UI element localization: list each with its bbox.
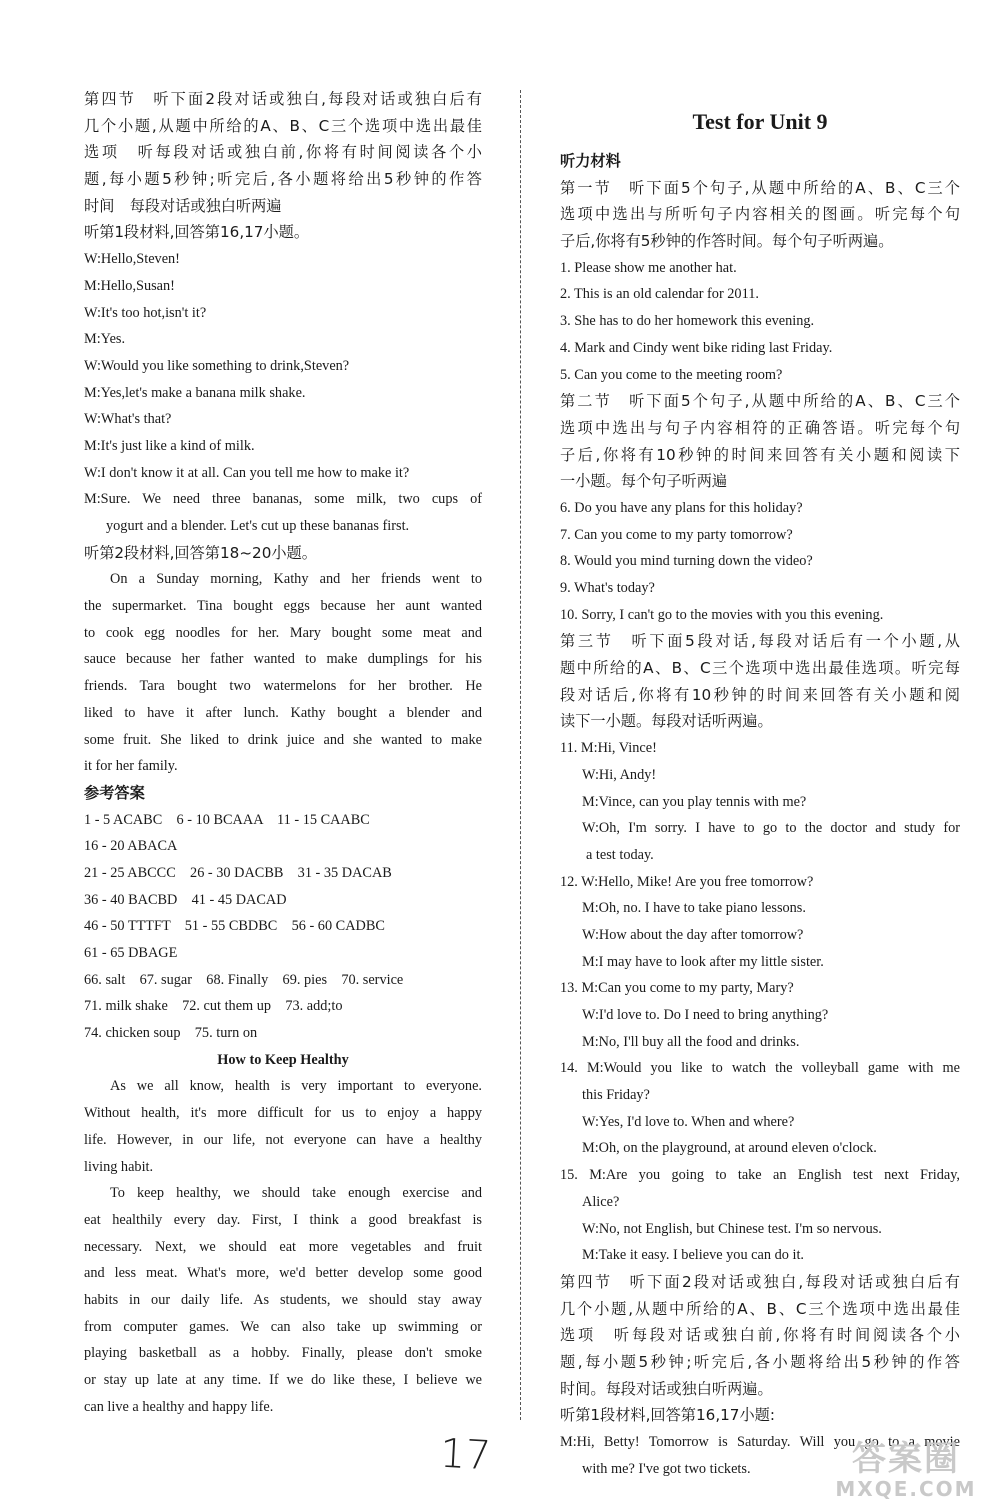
left-text-line: 第四节 听下面2段对话或独白,每段对话或独白后有 — [84, 90, 482, 108]
right-text-line: 读下一小题。每段对话听两遍。 — [560, 712, 773, 731]
right-text-line: 15. M:Are you going to take an English test next Friday, — [560, 1167, 960, 1184]
left-text-line: 几个小题,从题中所给的A、B、C三个选项中选出最佳 — [84, 116, 482, 135]
right-text-line: 子后,你将有5秒钟的作答时间。每个句子听两遍。 — [560, 232, 894, 251]
left-column — [84, 86, 482, 1420]
left-text-line: 36 - 40 BACBD 41 - 45 DACAD — [84, 891, 287, 908]
right-text-line: M:Oh, no. I have to take piano lessons. — [582, 900, 806, 917]
left-text-line: 听第2段材料,回答第18~20小题。 — [84, 543, 317, 562]
right-text-line: 3. She has to do her homework this evening. — [560, 313, 815, 330]
right-text-line: W:Yes, I'd love to. When and where? — [582, 1113, 795, 1130]
left-text-line: 参考答案 — [84, 783, 145, 802]
right-text-line: 第三节 听下面5段对话,每段对话后有一个小题,从 — [560, 632, 960, 651]
page-number: 17 — [438, 1430, 493, 1480]
left-text-line: habits in our daily life. As students, we should stay away — [84, 1291, 482, 1308]
left-text-line: liked to have it after lunch. Kathy bought a blender and — [84, 704, 482, 721]
right-text-line: 5. Can you come to the meeting room? — [560, 366, 783, 383]
left-text-line: 66. salt 67. sugar 68. Finally 69. pies 70. service — [84, 971, 404, 988]
watermark-text: 答案圈 — [852, 1439, 960, 1479]
right-text-line: 第二节 听下面5个句子,从题中所给的A、B、C三个 — [560, 392, 960, 411]
right-text-line: 第四节 听下面2段对话或独白,每段对话或独白后有 — [560, 1272, 960, 1291]
right-text-line: 12. W:Hello, Mike! Are you free tomorrow? — [560, 873, 814, 890]
left-text-line: sauce because her father wanted to make dumplings for his — [84, 651, 482, 668]
right-text-line: 4. Mark and Cindy went bike riding last Friday. — [560, 339, 833, 356]
right-text-line: M:Take it easy. I believe you can do it. — [582, 1247, 804, 1264]
right-text-line: 10. Sorry, I can't go to the movies with you this evening. — [560, 606, 884, 623]
right-text-line: Alice? — [582, 1193, 620, 1210]
right-column — [560, 86, 960, 1482]
right-text-line: W:No, not English, but Chinese test. I'm so nervous. — [582, 1220, 882, 1237]
right-text-line: W:Hi, Andy! — [582, 766, 657, 783]
left-text-line: friends. Tara bought two watermelons for her brother. He — [84, 678, 482, 695]
left-text-line: W:Hello,Steven! — [84, 251, 180, 268]
right-text-line: with me? I've got two tickets. — [582, 1460, 751, 1477]
right-text-line: 1. Please show me another hat. — [560, 259, 737, 276]
left-text-line: from computer games. We can also take up swimming or — [84, 1318, 482, 1335]
right-text-line: M:No, I'll buy all the food and drinks. — [582, 1033, 800, 1050]
right-text-line: this Friday? — [582, 1087, 650, 1104]
left-text-line: or stay up late at any time. If we do like these, I believe we — [84, 1372, 482, 1388]
right-text-line: W:I'd love to. Do I need to bring anything? — [582, 1007, 829, 1023]
left-text-line: eat healthily every day. First, I think a good breakfast is — [84, 1211, 482, 1228]
left-text-line: 16 - 20 ABACA — [84, 838, 178, 855]
left-text-line: 1 - 5 ACABC 6 - 10 BCAAA 11 - 15 CAABC — [84, 811, 370, 828]
left-text-line: necessary. Next, we should eat more vegetables and fruit — [84, 1238, 482, 1255]
right-text-line: 选项 听每段对话或独白前,你将有时间阅读各个小 — [560, 1326, 960, 1345]
right-text-line: 段对话后,你将有10秒钟的时间来回答有关小题和阅 — [560, 685, 960, 704]
left-text-line: 46 - 50 TTTFT 51 - 55 CBDBC 56 - 60 CADBC — [84, 918, 385, 935]
left-text-line: playing basketball as a hobby. Finally, please don't smoke — [84, 1345, 482, 1362]
left-text-line: M:Sure. We need three bananas, some milk, two cups of — [84, 491, 482, 508]
right-text-line: 题,每小题5秒钟;听完后,各小题将给出5秒钟的作答 — [560, 1352, 960, 1371]
right-text-line: a test today. — [586, 846, 654, 863]
left-text-line: 61 - 65 DBAGE — [84, 945, 178, 961]
right-text-line: 选项中选出与所听句子内容相关的图画。听完每个句 — [560, 205, 960, 224]
right-text-line: 11. M:Hi, Vince! — [560, 740, 657, 757]
right-text-line: 8. Would you mind turning down the video? — [560, 553, 813, 570]
right-text-line: M:Vince, can you play tennis with me? — [582, 793, 807, 810]
right-text-line: 6. Do you have any plans for this holiday? — [560, 499, 803, 516]
left-text-line: M:Yes. — [84, 331, 126, 348]
right-text-line: 9. What's today? — [560, 580, 655, 596]
right-text-line: 14. M:Would you like to watch the volleyball game with me — [560, 1060, 960, 1077]
right-text-line: 子后,你将有10秒钟的时间来回答有关小题和阅读下 — [560, 445, 960, 464]
right-text-line: 听力材料 — [560, 152, 621, 170]
left-text-line: 选项 听每段对话或独白前,你将有时间阅读各个小 — [84, 143, 482, 162]
right-text-line: 7. Can you come to my party tomorrow? — [560, 526, 793, 543]
left-text-line: living habit. — [84, 1158, 154, 1175]
left-text-line: 时间 每段对话或独白听两遍 — [84, 196, 282, 215]
column-divider — [520, 90, 521, 1420]
right-column-body — [560, 148, 960, 1482]
right-text-line: 13. M:Can you come to my party, Mary? — [560, 980, 794, 997]
left-text-line: 74. chicken soup 75. turn on — [84, 1025, 258, 1042]
left-text-line: the supermarket. Tina bought eggs because her aunt wanted — [84, 598, 482, 615]
left-text-line: W:I don't know it at all. Can you tell me how to make it? — [84, 464, 410, 481]
left-text-line: 21 - 25 ABCCC 26 - 30 DACBB 31 - 35 DACAB — [84, 864, 392, 881]
left-text-line: some fruit. She liked to drink juice and she wanted to make — [84, 731, 482, 748]
right-text-line: 2. This is an old calendar for 2011. — [560, 286, 759, 303]
left-text-line: M:Yes,let's make a banana milk shake. — [84, 384, 306, 401]
right-text-line: M:Hi, Betty! Tomorrow is Saturday. Will you go to a movie — [560, 1434, 960, 1450]
left-text-line: and less meat. What's more, we'd better develop some good — [84, 1265, 482, 1282]
left-text-line: Without health, it's more difficult for us to enjoy a happy — [84, 1105, 482, 1122]
left-text-line: life. However, in our life, not everyone can have a healthy — [84, 1131, 482, 1148]
left-text-line: it for her family. — [84, 758, 178, 775]
right-text-line: W:Oh, I'm sorry. I have to go to the doctor and study for — [582, 820, 960, 837]
right-text-line: 听第1段材料,回答第16,17小题: — [560, 1406, 775, 1425]
unit-title: Test for Unit 9 — [692, 109, 828, 134]
right-text-line: M:I may have to look after my little sister. — [582, 953, 824, 970]
left-text-line: 题,每小题5秒钟;听完后,各小题将给出5秒钟的作答 — [84, 170, 482, 189]
right-text-line: 选项中选出与句子内容相符的正确答语。听完每个句 — [560, 418, 960, 437]
left-text-line: To keep healthy, we should take enough exercise and — [110, 1185, 482, 1202]
left-text-line: 71. milk shake 72. cut them up 73. add;to — [84, 998, 343, 1015]
left-text-line: yogurt and a blender. Let's cut up these bananas first. — [106, 518, 410, 534]
watermark-url: MXQE.COM — [835, 1477, 977, 1501]
left-text-line: to cook egg noodles for her. Mary bought some meat and — [84, 624, 482, 641]
right-text-line: 第一节 听下面5个句子,从题中所给的A、B、C三个 — [560, 178, 960, 197]
right-text-line: W:How about the day after tomorrow? — [582, 926, 804, 943]
left-text-line: How to Keep Healthy — [217, 1051, 349, 1068]
left-text-line: W:Would you like something to drink,Steven? — [84, 357, 350, 374]
left-text-line: W:What's that? — [84, 411, 172, 428]
left-text-line: W:It's too hot,isn't it? — [84, 304, 207, 321]
watermark-logo — [822, 1440, 990, 1504]
right-text-line: M:Oh, on the playground, at around eleven o'clock. — [582, 1140, 877, 1157]
right-text-line: 一小题。每个句子听两遍 — [560, 472, 728, 491]
right-text-line: 几个小题,从题中所给的A、B、C三个选项中选出最佳 — [560, 1299, 960, 1318]
left-text-line: can live a healthy and happy life. — [84, 1398, 274, 1415]
right-text-line: 时间。每段对话或独白听两遍。 — [560, 1379, 773, 1398]
left-text-line: M:Hello,Susan! — [84, 277, 175, 294]
left-text-line: As we all know, health is very important to everyone. — [110, 1078, 482, 1095]
left-text-line: M:It's just like a kind of milk. — [84, 437, 255, 454]
left-text-line: On a Sunday morning, Kathy and her friends went to — [110, 571, 482, 588]
right-text-line: 题中所给的A、B、C三个选项中选出最佳选项。听完每 — [560, 659, 960, 678]
left-text-line: 听第1段材料,回答第16,17小题。 — [84, 223, 310, 242]
